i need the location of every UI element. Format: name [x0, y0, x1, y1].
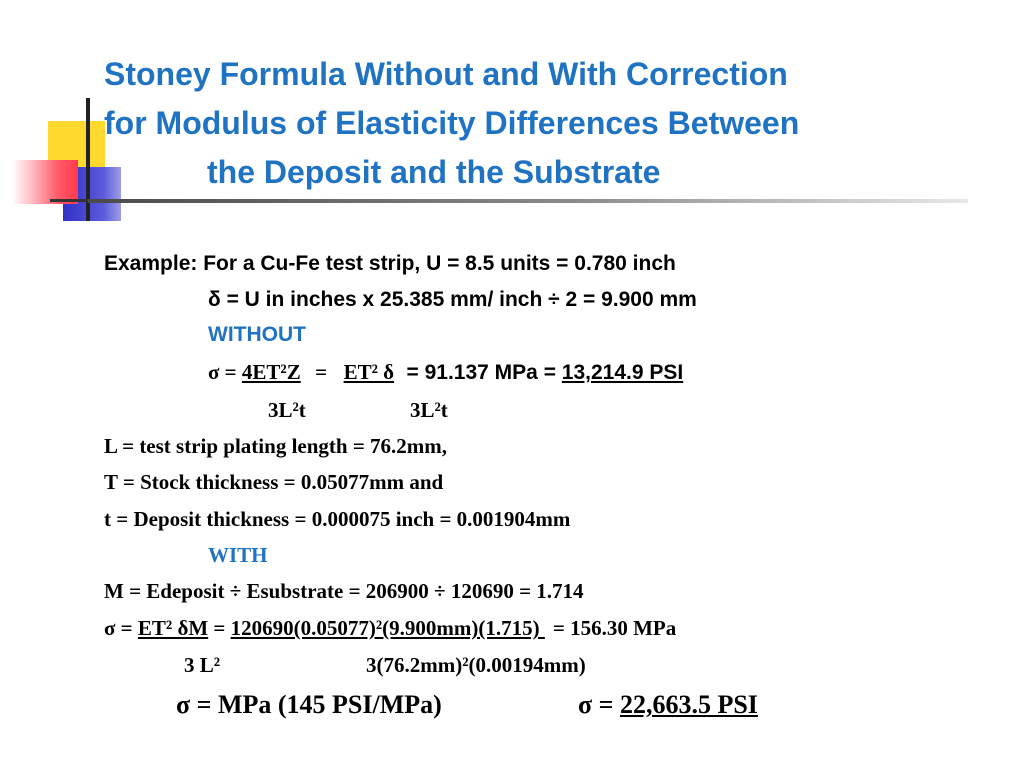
title-line-2: for Modulus of Elasticity Differences Between: [104, 105, 800, 141]
formula-with: [104, 613, 676, 646]
modulus-ratio-line: M = Edeposit ÷ Esubstrate = 206900 ÷ 120690 = 1.714: [104, 579, 584, 603]
formula2-equals: =: [208, 616, 231, 640]
formula-without: [208, 357, 683, 390]
slide-title: [104, 50, 1004, 197]
without-label: WITHOUT: [208, 323, 306, 346]
formula1-equals: =: [315, 360, 328, 384]
delta-line: δ = U in inches x 25.385 mm/ inch ÷ 2 = 9.900 mm: [208, 288, 697, 311]
title-underline-rule: [88, 199, 968, 203]
formula1-numerator-b: ET² δ: [343, 360, 395, 384]
final-sigma: σ =: [578, 690, 620, 719]
final-psi-value: 22,663.5 PSI: [619, 690, 758, 719]
final-psi-line: [578, 690, 758, 720]
formula1-result-psi: 13,214.9 PSI: [561, 361, 684, 384]
formula2-denominator-b: 3(76.2mm)²(0.00194mm): [366, 653, 586, 677]
definition-T: T = Stock thickness = 0.05077mm and: [104, 470, 444, 494]
definition-t: t = Deposit thickness = 0.000075 inch = 0.001904mm: [104, 507, 571, 531]
formula1-sigma: σ =: [208, 360, 242, 384]
formula2-denominator-a: 3 L²: [184, 653, 221, 677]
formula1-denominator-a: 3L²t: [268, 398, 306, 422]
formula1-result: = 91.137 MPa =: [406, 361, 562, 384]
formula1-denominator-b: 3L²t: [410, 398, 448, 422]
with-label: WITH: [208, 543, 268, 567]
example-line: Example: For a Cu-Fe test strip, U = 8.5 units = 0.780 inch: [104, 252, 676, 275]
definition-L: L = test strip plating length = 76.2mm,: [104, 434, 448, 458]
title-line-3: the Deposit and the Substrate: [207, 154, 661, 190]
formula2-sigma: σ =: [104, 616, 138, 640]
title-line-1: Stoney Formula Without and With Correction: [104, 56, 788, 92]
formula1-numerator-a: 4ET²Z: [241, 360, 301, 384]
formula2-numerator-b: 120690(0.05077)²(9.900mm)(1.715): [230, 616, 545, 640]
formula2-result: = 156.30 MPa: [552, 616, 677, 640]
final-mpa-line: σ = MPa (145 PSI/MPa): [176, 690, 442, 719]
formula2-numerator-a: ET² δM: [137, 616, 209, 640]
decorative-red-square: [12, 160, 78, 204]
